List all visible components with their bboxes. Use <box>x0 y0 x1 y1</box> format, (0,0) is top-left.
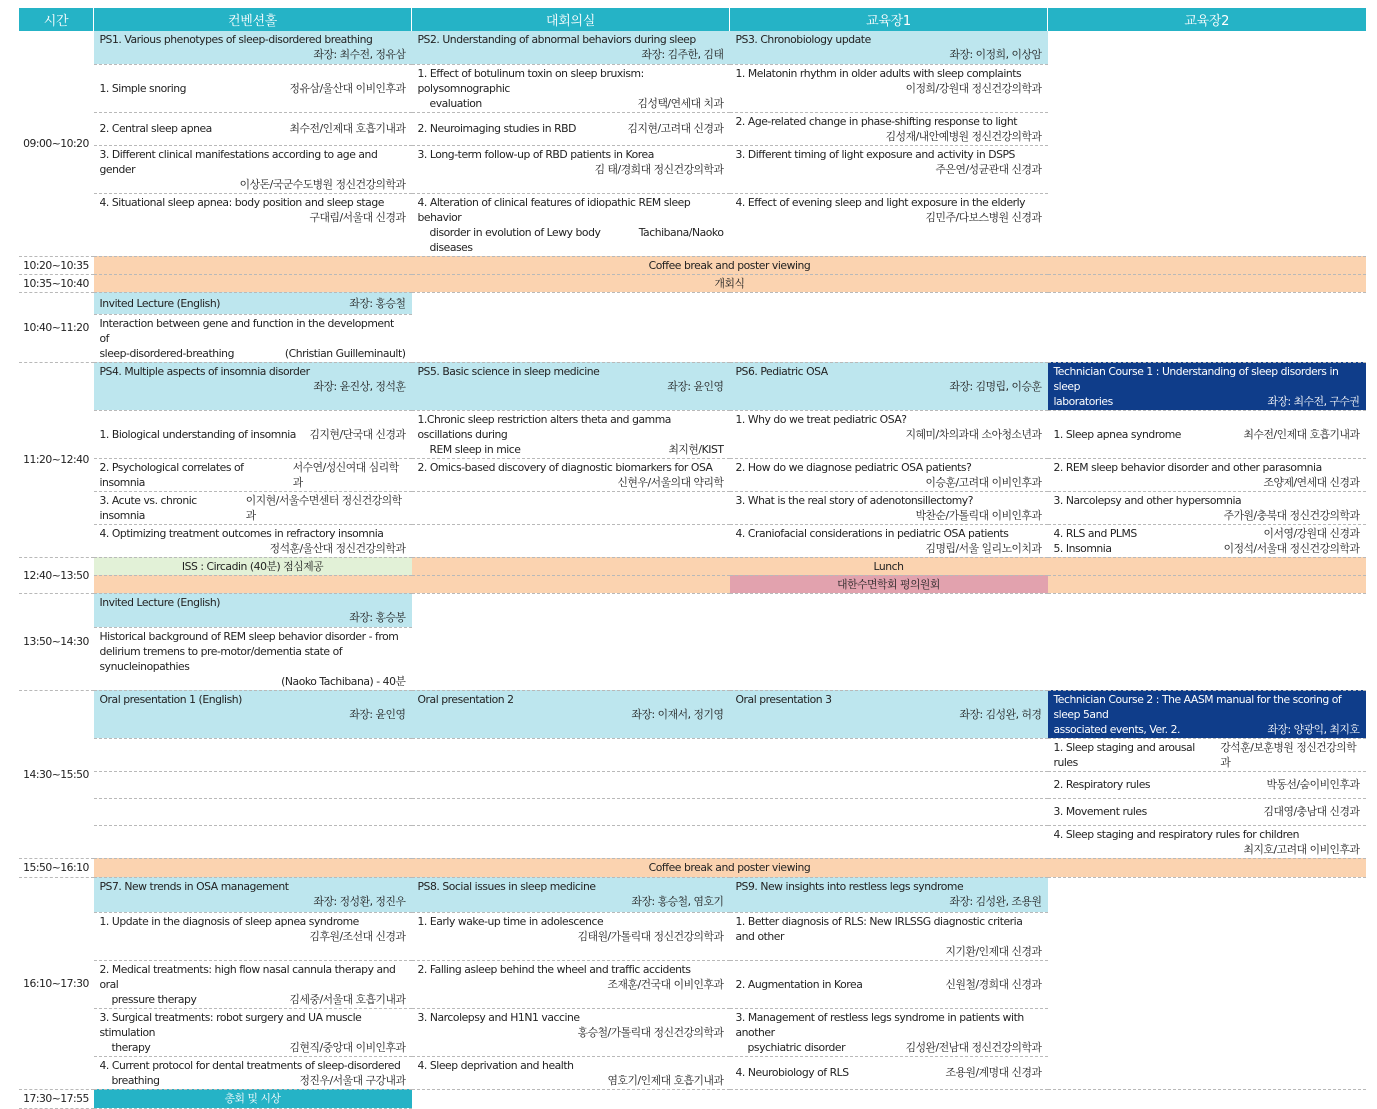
session-chair: 좌장: 김성완, 허경 <box>959 707 1042 721</box>
talk-item <box>94 193 412 256</box>
session-header-op3 <box>730 690 1048 738</box>
empty-cell <box>1048 593 1366 690</box>
empty-cell <box>94 798 412 825</box>
empty-cell <box>1048 877 1366 1089</box>
session-title: Invited Lecture (English) <box>99 595 220 609</box>
talk-item <box>730 491 1048 524</box>
talk-title: 2. Medical treatments: high flow nasal cannula therapy and oral <box>99 962 396 991</box>
talk-item <box>730 112 1048 145</box>
session-title: PS6. Pediatric OSA <box>735 364 828 378</box>
talk-title: 4. Current protocol for dental treatments of sleep-disordered <box>99 1058 401 1072</box>
talk-item <box>1048 738 1366 771</box>
committee-meeting-bar: 대한수면학회 평의원회 <box>730 575 1048 593</box>
session-title: PS8. Social issues in sleep medicine <box>417 879 596 893</box>
session-chair: 좌장: 정성환, 정진우 <box>313 894 406 908</box>
talk-speaker: 이정희/강원대 정신건강의학과 <box>905 81 1042 95</box>
talk-speaker: 김세중/서울대 호흡기내과 <box>289 992 406 1006</box>
time-slot: 11:20~12:40 <box>19 362 94 557</box>
session-header-ps8 <box>412 877 730 912</box>
empty-cell <box>1048 292 1366 362</box>
empty-cell <box>412 798 730 825</box>
talk-item <box>1048 524 1366 557</box>
talk-speaker: 이지현/서울수면센터 정신건강의학과 <box>245 493 402 522</box>
empty-cell <box>412 593 730 690</box>
talk-title: 1. Biological understanding of insomnia <box>99 427 296 441</box>
talk-speaker: 김성완/전남대 정신건강의학과 <box>905 1040 1042 1054</box>
session-chair: 좌장: 최수전, 정유삼 <box>313 48 406 61</box>
talk-speaker: 조용원/계명대 신경과 <box>945 1066 1042 1079</box>
talk-title: 3. Surgical treatments: robot surgery and UA muscle stimulation <box>99 1010 362 1039</box>
talk-item <box>412 1056 730 1089</box>
empty-cell <box>412 491 730 524</box>
session-chair: 좌장: 홍승철, 염호기 <box>631 894 724 908</box>
talk-title: 4. Sleep staging and respiratory rules for children <box>1053 827 1299 841</box>
time-slot: 09:00~10:20 <box>19 31 94 256</box>
talk-title: 3. Acute vs. chronic insomnia <box>99 493 197 522</box>
talk-title: 4. Craniofacial considerations in pediatric OSA patients <box>735 526 1009 540</box>
talk-speaker: 김민주/다보스병원 신경과 <box>925 210 1042 224</box>
talk-item <box>730 912 1048 960</box>
talk-speaker: 정유삼/울산대 이비인후과 <box>289 81 406 95</box>
lunch-bar: Lunch <box>412 557 1366 575</box>
session-header-ps6 <box>730 362 1048 410</box>
talk-title: 1.Chronic sleep restriction alters theta and gamma oscillations during <box>417 412 671 441</box>
time-slot: 17:30~17:55 <box>19 1089 94 1108</box>
talk-title: 2. Psychological correlates of insomnia <box>99 460 244 489</box>
session-title: PS9. New insights into restless legs syndrome <box>735 879 964 893</box>
talk-title: 2. REM sleep behavior disorder and other parasomnia <box>1053 460 1322 474</box>
talk-title: 4. Effect of evening sleep and light exposure in the elderly <box>735 195 1026 209</box>
empty-cell <box>412 771 730 798</box>
talk-speaker: 조재훈/건국대 이비인후과 <box>607 977 724 991</box>
talk-speaker: 최지호/고려대 이비인후과 <box>1243 842 1360 856</box>
opening-ceremony-bar: 개회식 <box>94 274 1366 292</box>
talk-item <box>730 1056 1048 1089</box>
invited-lecture-header <box>94 593 412 627</box>
session-header-ps4 <box>94 362 412 410</box>
session-chair: 좌장: 김명립, 이승훈 <box>949 379 1042 393</box>
talk-title: 3. Different clinical manifestations according to age and gender <box>99 147 378 176</box>
general-assembly-bar: 총회 및 시상 <box>94 1089 412 1108</box>
talk-title: 1. Better diagnosis of RLS: New IRLSSG diagnostic criteria and other <box>735 914 1023 943</box>
talk-item <box>730 960 1048 1008</box>
talk-item <box>412 1008 730 1056</box>
talk-item <box>412 64 730 112</box>
talk-title: 1. Early wake-up time in adolescence <box>417 914 604 928</box>
talk-item <box>730 458 1048 491</box>
talk-item <box>94 410 412 458</box>
talk-title-cont: pressure therapy <box>111 992 197 1006</box>
lunch-bar-fill <box>94 575 730 593</box>
talk-title: 5. Insomnia <box>1053 541 1112 555</box>
session-header-ps3 <box>730 31 1048 64</box>
session-header-ps7 <box>94 877 412 912</box>
talk-item <box>412 458 730 491</box>
lecture-title-cont: sleep-disordered-breathing <box>99 346 234 360</box>
talk-speaker: 김태원/가톨릭대 정신건강의학과 <box>577 929 724 943</box>
time-slot: 16:10~17:30 <box>19 877 94 1089</box>
talk-title: 1. Effect of botulinum toxin on sleep bruxism: polysomnographic <box>417 66 644 95</box>
talk-title: 2. Augmentation in Korea <box>735 977 863 991</box>
talk-title: 1. Simple snoring <box>99 81 187 95</box>
lecture-speaker: (Christian Guilleminault) <box>284 346 406 360</box>
session-header-tc2 <box>1048 690 1366 738</box>
talk-title: 4. Alteration of clinical features of idiopathic REM sleep behavior <box>417 195 691 224</box>
talk-item <box>1048 798 1366 825</box>
session-title: PS4. Multiple aspects of insomnia disorder <box>99 364 310 378</box>
session-title: Oral presentation 2 <box>417 692 514 706</box>
lecture-title: Historical background of REM sleep behavior disorder - from <box>99 629 399 643</box>
header-conference-room: 대회의실 <box>412 8 730 31</box>
session-title-cont: laboratories <box>1053 394 1113 408</box>
talk-speaker: 김후원/조선대 신경과 <box>309 929 406 943</box>
session-title: PS3. Chronobiology update <box>735 33 871 46</box>
talk-speaker: 이승훈/고려대 이비인후과 <box>925 475 1042 489</box>
session-title: Invited Lecture (English) <box>99 296 220 310</box>
talk-item <box>412 193 730 256</box>
talk-title-cont: disorder in evolution of Lewy body diseases <box>429 225 601 254</box>
talk-title: 3. Long-term follow-up of RBD patients in Korea <box>417 147 654 161</box>
session-chair: 좌장: 김주한, 김태 <box>641 48 724 61</box>
session-header-ps5 <box>412 362 730 410</box>
time-slot: 15:50~16:10 <box>19 858 94 877</box>
talk-item <box>1048 458 1366 491</box>
talk-title: 1. Why do we treat pediatric OSA? <box>735 412 907 426</box>
session-chair: 좌장: 양광익, 최지호 <box>1267 722 1360 736</box>
talk-title: 3. Narcolepsy and H1N1 vaccine <box>417 1010 580 1024</box>
talk-item <box>412 145 730 193</box>
talk-speaker: 김명립/서울 일리노이치과 <box>925 541 1042 555</box>
session-chair: 좌장: 윤진상, 정석훈 <box>313 379 406 393</box>
header-time: 시간 <box>19 8 94 31</box>
session-title: Oral presentation 1 (English) <box>99 692 242 706</box>
session-title: PS2. Understanding of abnormal behaviors during sleep <box>417 33 696 46</box>
talk-item <box>94 912 412 960</box>
talk-item <box>94 458 412 491</box>
talk-title: 4. Neurobiology of RLS <box>735 1066 849 1079</box>
talk-speaker: 서수연/성신여대 심리학과 <box>292 460 399 489</box>
talk-title-cont: REM sleep in mice <box>429 442 521 456</box>
session-title: PS5. Basic science in sleep medicine <box>417 364 600 378</box>
talk-speaker: 구대림/서울대 신경과 <box>309 210 406 224</box>
session-chair: 좌장: 윤인영 <box>667 379 724 393</box>
talk-title: 3. Narcolepsy and other hypersomnia <box>1053 493 1242 507</box>
talk-speaker: 염호기/인제대 호흡기내과 <box>607 1073 724 1087</box>
talk-title: 1. Sleep apnea syndrome <box>1053 427 1181 441</box>
time-slot: 12:40~13:50 <box>19 557 94 593</box>
talk-item <box>94 1056 412 1089</box>
empty-cell <box>412 1089 1366 1108</box>
empty-cell <box>94 825 412 858</box>
session-chair: 좌장: 이정희, 이상암 <box>949 48 1042 61</box>
session-chair: 좌장: 홍승봉 <box>349 610 406 624</box>
talk-item <box>94 491 412 524</box>
talk-title-cont: psychiatric disorder <box>747 1040 846 1054</box>
talk-speaker: 정진우/서울대 구강내과 <box>299 1073 406 1087</box>
talk-title: 2. How do we diagnose pediatric OSA patients? <box>735 460 972 474</box>
invited-lecture-body <box>94 314 412 362</box>
talk-title-cont: evaluation <box>429 96 482 110</box>
iss-lunch-bar: ISS : Circadin (40분) 점심제공 <box>94 557 412 575</box>
talk-title: 3. What is the real story of adenotonsillectomy? <box>735 493 974 507</box>
talk-title: 4. Sleep deprivation and health <box>417 1058 574 1072</box>
empty-cell <box>412 738 730 771</box>
talk-speaker: 박찬순/가톨릭대 이비인후과 <box>915 508 1042 522</box>
talk-title: 2. Central sleep apnea <box>99 122 212 135</box>
header-education-room-1: 교육장1 <box>730 8 1048 31</box>
talk-item <box>730 410 1048 458</box>
talk-title: 2. Falling asleep behind the wheel and traffic accidents <box>417 962 691 976</box>
talk-speaker: 이상돈/국군수도병원 정신건강의학과 <box>239 177 406 191</box>
talk-item <box>730 64 1048 112</box>
talk-title-cont: breathing <box>111 1073 160 1087</box>
header-convention-hall: 컨벤션홀 <box>94 8 412 31</box>
talk-item <box>94 145 412 193</box>
time-slot: 10:35~10:40 <box>19 274 94 292</box>
session-title: Technician Course 1 : Understanding of sleep disorders in sleep <box>1053 364 1339 393</box>
talk-item <box>1048 410 1366 458</box>
talk-title: 3. Movement rules <box>1053 805 1147 818</box>
lecture-speaker: (Naoko Tachibana) - 40분 <box>281 674 406 688</box>
talk-speaker: 김대영/충남대 신경과 <box>1263 805 1360 818</box>
empty-cell <box>730 771 1048 798</box>
talk-title: 2. Neuroimaging studies in RBD <box>417 122 576 135</box>
talk-item <box>94 1008 412 1056</box>
empty-cell <box>94 771 412 798</box>
talk-speaker: 김현직/중앙대 이비인후과 <box>289 1040 406 1054</box>
talk-title: 1. Melatonin rhythm in older adults with sleep complaints <box>735 66 1022 80</box>
talk-item <box>1048 825 1366 858</box>
talk-item <box>412 410 730 458</box>
empty-cell <box>730 593 1048 690</box>
talk-speaker: 최지현/KIST <box>668 442 724 456</box>
invited-lecture-body <box>94 627 412 690</box>
talk-speaker: 주은연/성균관대 신경과 <box>935 162 1042 176</box>
talk-title: 3. Different timing of light exposure and activity in DSPS <box>735 147 1015 161</box>
talk-item <box>1048 771 1366 798</box>
talk-speaker: 최수전/인제대 호흡기내과 <box>1243 427 1360 441</box>
empty-cell <box>412 524 730 557</box>
talk-speaker: Tachibana/Naoko <box>638 225 724 239</box>
talk-item <box>94 524 412 557</box>
talk-speaker: 홍승철/가톨릭대 정신건강의학과 <box>577 1025 724 1039</box>
talk-item <box>1048 491 1366 524</box>
session-header-tc1 <box>1048 362 1366 410</box>
session-header-op2 <box>412 690 730 738</box>
talk-item <box>412 912 730 960</box>
empty-cell <box>1048 31 1366 256</box>
talk-speaker: 이정석/서울대 정신건강의학과 <box>1223 541 1360 555</box>
session-title: Technician Course 2 : The AASM manual for the scoring of sleep 5and <box>1053 692 1342 721</box>
session-title: PS7. New trends in OSA management <box>99 879 289 893</box>
time-slot: 10:40~11:20 <box>19 292 94 362</box>
talk-item <box>94 64 412 112</box>
session-header-ps1 <box>94 31 412 64</box>
program-table <box>18 8 1366 1109</box>
coffee-break-bar: Coffee break and poster viewing <box>94 858 1366 877</box>
session-header-op1 <box>94 690 412 738</box>
talk-item <box>94 960 412 1008</box>
talk-speaker: 조양제/연세대 신경과 <box>1263 475 1360 489</box>
talk-speaker: 강석훈/보훈병원 정신건강의학과 <box>1220 740 1357 769</box>
talk-speaker: 지혜미/차의과대 소아청소년과 <box>905 427 1042 441</box>
talk-title: 1. Update in the diagnosis of sleep apnea syndrome <box>99 914 359 928</box>
session-chair: 좌장: 홍승철 <box>349 296 406 310</box>
talk-title: 2. Respiratory rules <box>1053 778 1151 791</box>
talk-title: 3. Management of restless legs syndrome in patients with another <box>735 1010 1024 1039</box>
talk-speaker: 신원철/경희대 신경과 <box>945 977 1042 991</box>
session-header-ps2 <box>412 31 730 64</box>
lunch-bar-fill <box>1048 575 1366 593</box>
time-slot: 13:50~14:30 <box>19 593 94 690</box>
talk-speaker: 주가원/충북대 정신건강의학과 <box>1223 508 1360 522</box>
talk-title: 2. Age-related change in phase-shifting response to light <box>735 114 1018 128</box>
time-slot: 10:20~10:35 <box>19 256 94 274</box>
lecture-title: Interaction between gene and function in the development of <box>99 316 394 345</box>
talk-item <box>730 145 1048 193</box>
talk-title-cont: therapy <box>111 1040 151 1054</box>
empty-cell <box>730 825 1048 858</box>
talk-title: 4. Situational sleep apnea: body position and sleep stage <box>99 195 384 209</box>
empty-cell <box>94 738 412 771</box>
talk-item <box>94 112 412 145</box>
session-header-ps9 <box>730 877 1048 912</box>
empty-cell <box>730 798 1048 825</box>
talk-speaker: 최수전/인제대 호흡기내과 <box>289 122 406 135</box>
talk-speaker: 정석훈/울산대 정신건강의학과 <box>269 541 406 555</box>
coffee-break-bar: Coffee break and poster viewing <box>94 256 1366 274</box>
session-chair: 좌장: 윤인영 <box>349 707 406 721</box>
talk-speaker: 박동선/숨이비인후과 <box>1266 778 1360 791</box>
talk-title: 1. Sleep staging and arousal rules <box>1053 740 1195 769</box>
talk-speaker: 김성택/연세대 치과 <box>637 96 724 110</box>
talk-title: 4. Optimizing treatment outcomes in refractory insomnia <box>99 526 384 540</box>
talk-item <box>730 193 1048 256</box>
invited-lecture-header <box>94 292 412 314</box>
session-chair: 좌장: 최수전, 구수권 <box>1267 394 1360 408</box>
empty-cell <box>730 292 1048 362</box>
talk-item <box>412 960 730 1008</box>
talk-speaker: 이서영/강원대 신경과 <box>1263 526 1360 540</box>
empty-cell <box>412 292 730 362</box>
talk-speaker: 김지현/고려대 신경과 <box>627 122 724 135</box>
talk-speaker: 지기환/인제대 신경과 <box>945 944 1042 958</box>
empty-cell <box>412 825 730 858</box>
session-chair: 좌장: 이재서, 정기영 <box>631 707 724 721</box>
session-title-cont: associated events, Ver. 2. <box>1053 722 1181 736</box>
talk-item <box>730 524 1048 557</box>
talk-title: 2. Omics-based discovery of diagnostic biomarkers for OSA <box>417 460 713 474</box>
empty-cell <box>730 738 1048 771</box>
talk-speaker: 김 태/경희대 정신건강의학과 <box>594 162 724 176</box>
talk-speaker: 김성재/내안예병원 정신건강의학과 <box>885 129 1042 143</box>
session-title: PS1. Various phenotypes of sleep-disordered breathing <box>99 33 373 46</box>
talk-speaker: 김지현/단국대 신경과 <box>309 427 406 441</box>
talk-title: 4. RLS and PLMS <box>1053 526 1137 540</box>
header-education-room-2: 교육장2 <box>1048 8 1366 31</box>
session-chair: 좌장: 김성완, 조용원 <box>949 894 1042 908</box>
time-slot: 14:30~15:50 <box>19 690 94 858</box>
talk-item <box>730 1008 1048 1056</box>
talk-speaker: 신현우/서울의대 약리학 <box>617 475 724 489</box>
session-title: Oral presentation 3 <box>735 692 832 706</box>
lecture-title-cont: delirium tremens to pre-motor/dementia state of synucleinopathies <box>99 644 343 673</box>
talk-item <box>412 112 730 145</box>
